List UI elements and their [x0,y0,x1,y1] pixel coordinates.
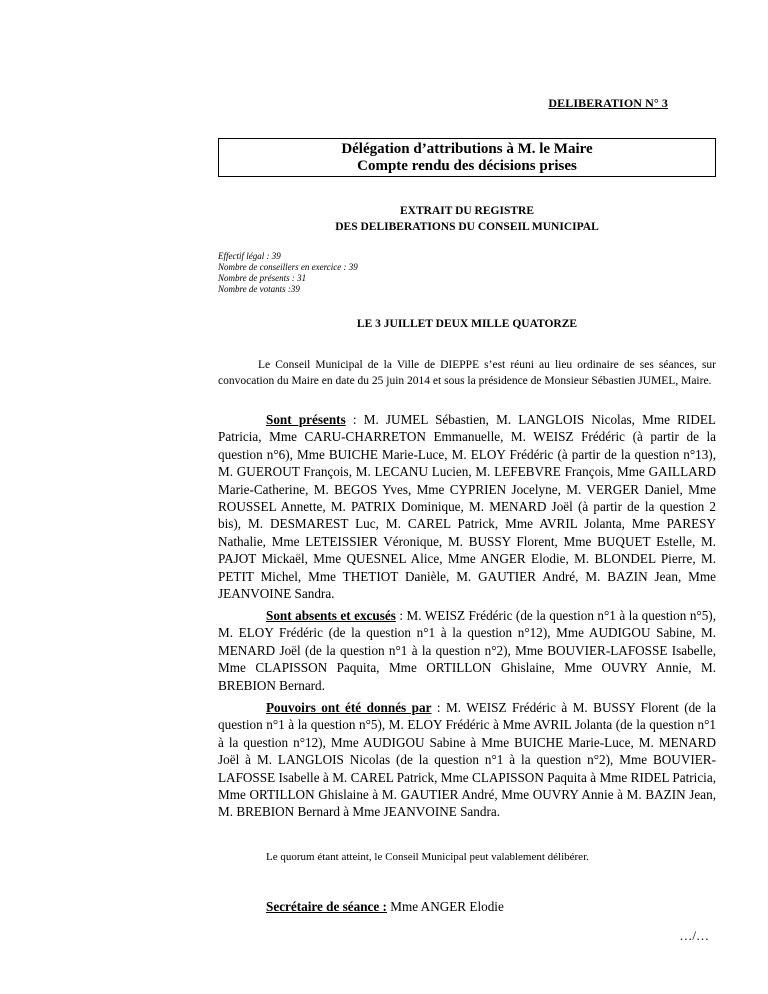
pouvoirs-list: : M. WEISZ Frédéric à M. BUSSY Florent (de la question n°1 à la question n°5), M. ELOY Frédéric à Mme AVRIL Jolanta (de la question n°1 à la question n°12), Mme AUDIGOU Sabine à Mme BUICHE Marie-Luce, M. MENARD Joël à M. LANGLOIS Nicolas (de la question n°1 à la question n°2), Mme BOUVIER-LAFOSSE Isabelle à M. CAREL Patrick, Mme CLAPISSON Paquita à Mme RIDEL Patricia, Mme ORTILLON Ghislaine à M. GAUTIER André, Mme OUVRY Annie à M. BAZIN Jean, M. BREBION Bernard à Mme JEANVOINE Sandra. [218,700,717,820]
continued-marker: …/… [679,928,709,943]
presents-paragraph [218,411,716,602]
register-line-2: DES DELIBERATIONS DU CONSEIL MUNICIPAL [335,221,599,233]
secretary-line [266,899,504,915]
quorum-statement: Le quorum étant atteint, le Conseil Municipal peut valablement délibérer. [266,851,589,863]
count-votants: Nombre de votants :39 [218,284,300,294]
member-counts [218,251,358,295]
presents-list: : M. JUMEL Sébastien, M. LANGLOIS Nicolas, Mme RIDEL Patricia, Mme CARU-CHARRETON Emmanuelle, M. WEISZ Frédéric (à partir de la question n°6), Mme BUICHE Marie-Luce, M. ELOY Frédéric (à partir de la question n°13), M. GUEROUT François, M. LECANU Lucien, M. LEFEBVRE François, Mme GAILLARD Marie-Catherine, M. BEGOS Yves, Mme CYPRIEN Jocelyne, M. VERGER Daniel, Mme ROUSSEL Annette, M. PATRIX Dominique, M. MENARD Joël (à partir de la question 2 bis), M. DESMAREST Luc, M. CAREL Patrick, Mme AVRIL Jolanta, Mme PARESY Nathalie, Mme LETEISSIER Véronique, M. BUSSY Florent, Mme BUQUET Estelle, M. PAJOT Mickaël, Mme QUESNEL Alice, Mme ANGER Elodie, M. BLONDEL Pierre, M. PETIT Michel, Mme THETIOT Danièle, M. GAUTIER André, M. BAZIN Jean, Mme JEANVOINE Sandra. [218,412,716,602]
register-line-1: EXTRAIT DU REGISTRE [400,205,534,217]
secretary-label: Secrétaire de séance : [266,899,387,914]
title-line-1: Délégation d’attributions à M. le Maire [341,141,593,157]
count-exercice: Nombre de conseillers en exercice : 39 [218,262,358,272]
deliberation-number: DELIBERATION N° 3 [548,96,668,110]
presents-label: Sont présents [266,412,346,427]
absents-paragraph [218,607,716,694]
pouvoirs-paragraph [218,699,716,821]
count-effectif: Effectif légal : 39 [218,251,281,261]
pouvoirs-label: Pouvoirs ont été donnés par [266,700,432,715]
session-date: LE 3 JUILLET DEUX MILLE QUATORZE [356,318,578,330]
title-line-2: Compte rendu des décisions prises [357,158,577,174]
intro-paragraph: Le Conseil Municipal de la Ville de DIEPPE s’est réuni au lieu ordinaire de ses séances, sur convocation du Maire en date du 25 juin 2014 et sous la présidence de Monsieur Sébastien JUMEL, Maire. [218,359,716,387]
secretary-name: Mme ANGER Elodie [386,899,504,914]
title-box [218,138,716,177]
absents-label: Sont absents et excusés [266,608,396,623]
count-presents: Nombre de présents : 31 [218,273,307,283]
register-heading [218,203,716,235]
absents-list: : M. WEISZ Frédéric (de la question n°1 à la question n°5), M. ELOY Frédéric (de la question n°1 à la question n°12), Mme AUDIGOU Sabine, M. MENARD Joël (de la question n°1 à la question n°2), Mme BOUVIER-LAFOSSE Isabelle, Mme CLAPISSON Paquita, Mme ORTILLON Ghislaine, Mme OUVRY Annie, M. BREBION Bernard. [218,608,716,693]
